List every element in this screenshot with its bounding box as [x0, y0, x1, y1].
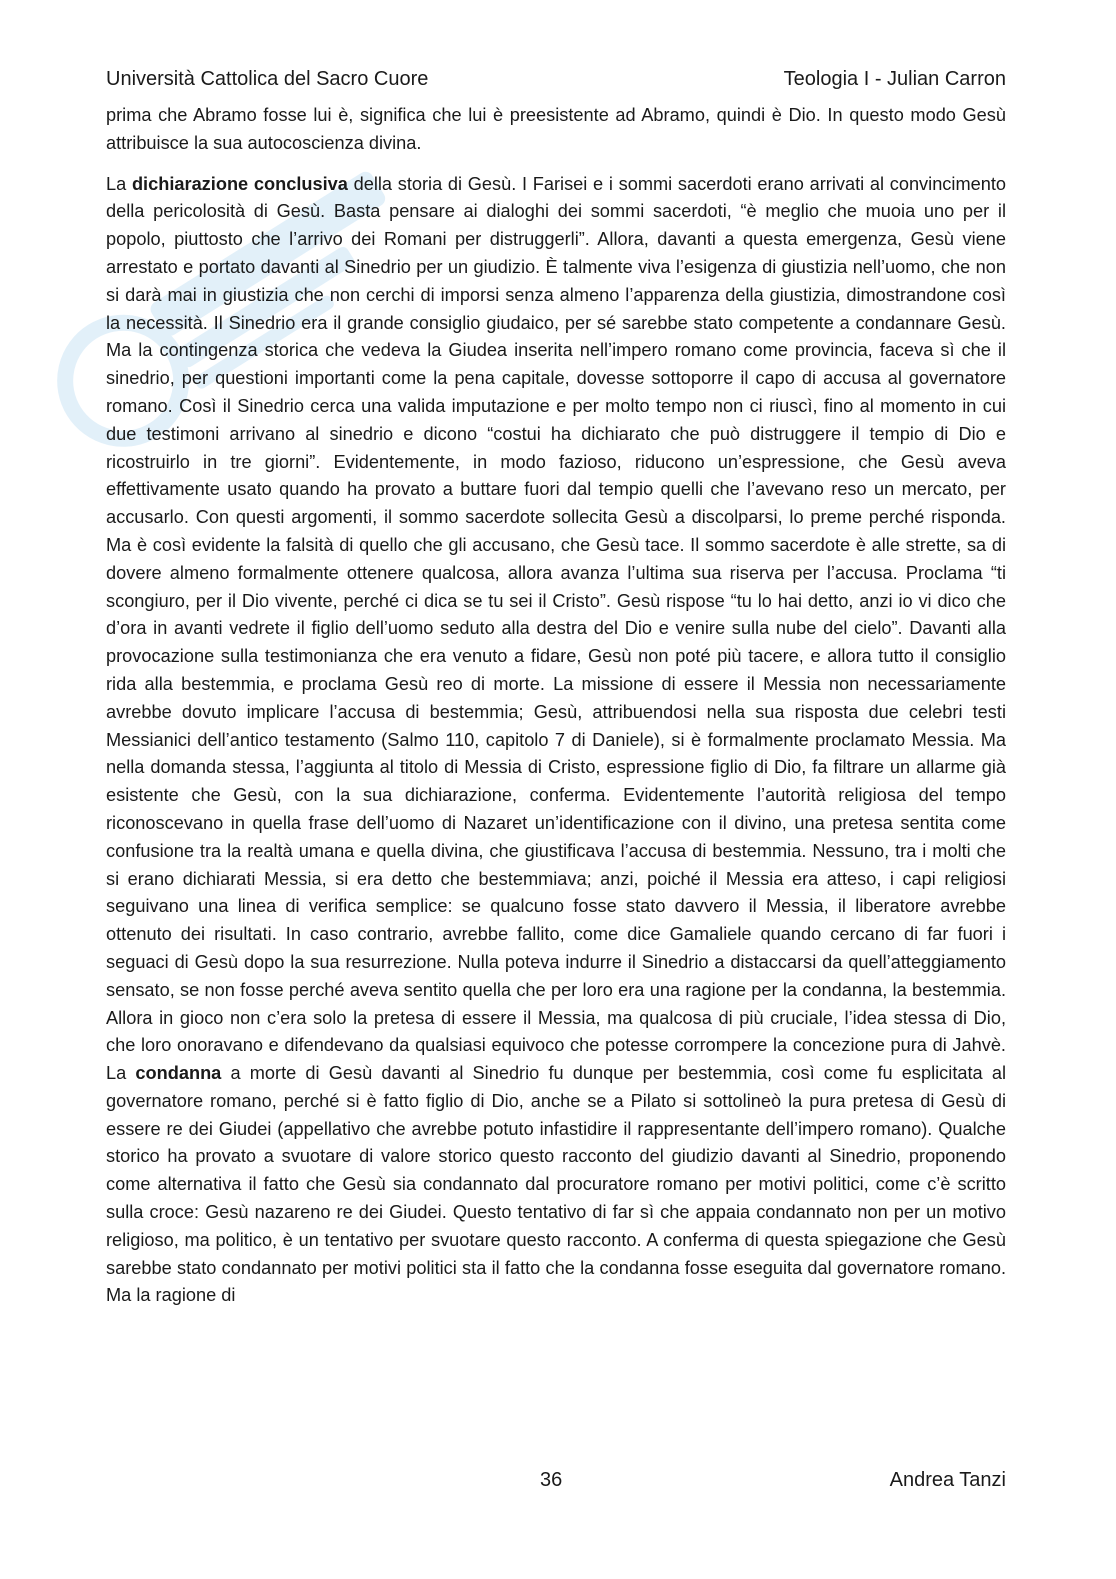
page-number: 36 — [540, 1469, 563, 1491]
paragraph — [106, 171, 1006, 1311]
header-course: Teologia I - Julian Carron — [783, 68, 1006, 90]
header-university: Università Cattolica del Sacro Cuore — [106, 68, 429, 90]
paragraph-text: a morte di Gesù davanti al Sinedrio fu dunque per bestemmia, così come fu esplicitata al governatore romano, perché si è fatto figlio di Dio, anche se a Pilato si sottolineò la pura pretesa di Gesù di essere re dei Giudei (appellativo che avrebbe potuto infastidire il rappresentante dell’impero romano). Qualche storico ha provato a svuotare di valore storico questo racconto del giudizio davanti al Sinedrio, proponendo come alternativa il fatto che Gesù sia condannato dal procuratore romano per motivi politici, come c’è scritto sulla croce: Gesù nazareno re dei Giudei. Questo tentativo di far sì che appaia condannato non per un motivo religioso, ma politico, è un tentativo per svuotare questo racconto. A conferma di questa spiegazione che Gesù sarebbe stato condannato per motivi politici sta il fatto che la condanna fosse eseguita dal governatore romano. Ma la ragione di — [106, 1063, 1006, 1306]
bold-term: dichiarazione conclusiva — [131, 173, 348, 194]
page-body — [106, 102, 1006, 1323]
paragraph: prima che Abramo fosse lui è, significa che lui è preesistente ad Abramo, quindi è Dio. In questo modo Gesù attribuisce la sua autocoscienza divina. — [106, 105, 1006, 153]
page-header — [106, 66, 1006, 92]
paragraph-text: La — [106, 173, 132, 194]
footer-author: Andrea Tanzi — [889, 1469, 1006, 1491]
bold-term: condanna — [135, 1063, 222, 1084]
paragraph-text: della storia di Gesù. I Farisei e i sommi sacerdoti erano arrivati al convincimento della pericolosità di Gesù. Basta pensare ai dialoghi dei sommi sacerdoti, “è meglio che muoia uno per il popolo, piuttosto che l’arrivo dei Romani per distruggerli”. Allora, davanti a questa emergenza, Gesù viene arrestato e portato davanti al Sinedrio per un giudizio. È talmente viva l’esigenza di giustizia nell’uomo, che non si darà mai in giustizia che non cerchi di imporsi senza almeno l’apparenza della giustizia, dimostrandone così la necessità. Il Sinedrio era il grande consiglio giudaico, per sé sarebbe stato competente a condannare Gesù. Ma la contingenza storica che vedeva la Giudea inserita nell’impero romano come provincia, faceva sì che il sinedrio, per questioni importanti come la pena capitale, dovesse sottoporre il capo di accusa al governatore romano. Così il Sinedrio cerca una valida imputazione e per molto tempo non ci riuscì, fino al momento in cui due testimoni arrivano al sinedrio e dicono “costui ha dichiarato che può distruggere il tempio di Dio e ricostruirlo in tre giorni”. Evidentemente, in modo fazioso, riducono un’espressione, che Gesù aveva effettivamente usato quando ha provato a buttare fuori dal tempio quelli che l’avevano reso un mercato, per accusarlo. Con questi argomenti, il sommo sacerdote sollecita Gesù a discolparsi, lo preme perché risponda. Ma è così evidente la falsità di quello che gli accusano, che Gesù tace. Il sommo sacerdote è alle strette, sa di dovere almeno formalmente ottenere qualcosa, allora avanza l’ultima sua riserva per l’accusa. Proclama “ti scongiuro, per il Dio vivente, perché ci dica se tu sei il Cristo”. Gesù rispose “tu lo hai detto, anzi io vi dico che d’ora in avanti vedrete il figlio dell’uomo seduto alla destra del Dio e venire sulla nube del cielo”. Davanti alla provocazione sulla testimonianza che era venuto a fidare, Gesù non poté più tacere, e allora tutto il consiglio rida alla bestemmia, e proclama Gesù reo di morte. La missione di essere il Messia non necessariamente avrebbe dovuto implicare l’accusa di bestemmia; Gesù, attribuendosi nella sua risposta due celebri testi Messianici dell’antico testamento (Salmo 110, capitolo 7 di Daniele), si è formalmente proclamato Messia. Ma nella domanda stessa, l’aggiunta al titolo di Messia di Cristo, espressione figlio di Dio, fa filtrare un allarme già esistente che Gesù, con la sua dichiarazione, conferma. Evidentemente l’autorità religiosa del tempo riconoscevano in quella frase dell’uomo di Nazaret un’identificazione con il divino, una pretesa sentita come confusione tra la realtà umana e quella divina, che giustificava l’accusa di bestemmia. Nessuno, tra i molti che si erano dichiarati Messia, si era detto che bestemmiava; anzi, poiché il Messia era atteso, i capi religiosi seguivano una linea di verifica semplice: se qualcuno fosse stato davvero il Messia, il liberatore avrebbe ottenuto dei risultati. In caso contrario, avrebbe fallito, come dice Gamaliele quando cercano di far fuori i seguaci di Gesù dopo la sua resurrezione. Nulla poteva indurre il Sinedrio a distaccarsi da quell’atteggiamento sensato, se non fosse perché aveva sentito quella che per loro era una ragione per la condanna, la bestemmia. Allora in gioco non c’era solo la pretesa di essere il Messia, ma qualcosa di più cruciale, l’idea stessa di Dio, che loro onoravano e difendevano da qualsiasi equivoco che potesse corrompere la concezione pura di Jahvè. La — [106, 173, 1006, 1084]
